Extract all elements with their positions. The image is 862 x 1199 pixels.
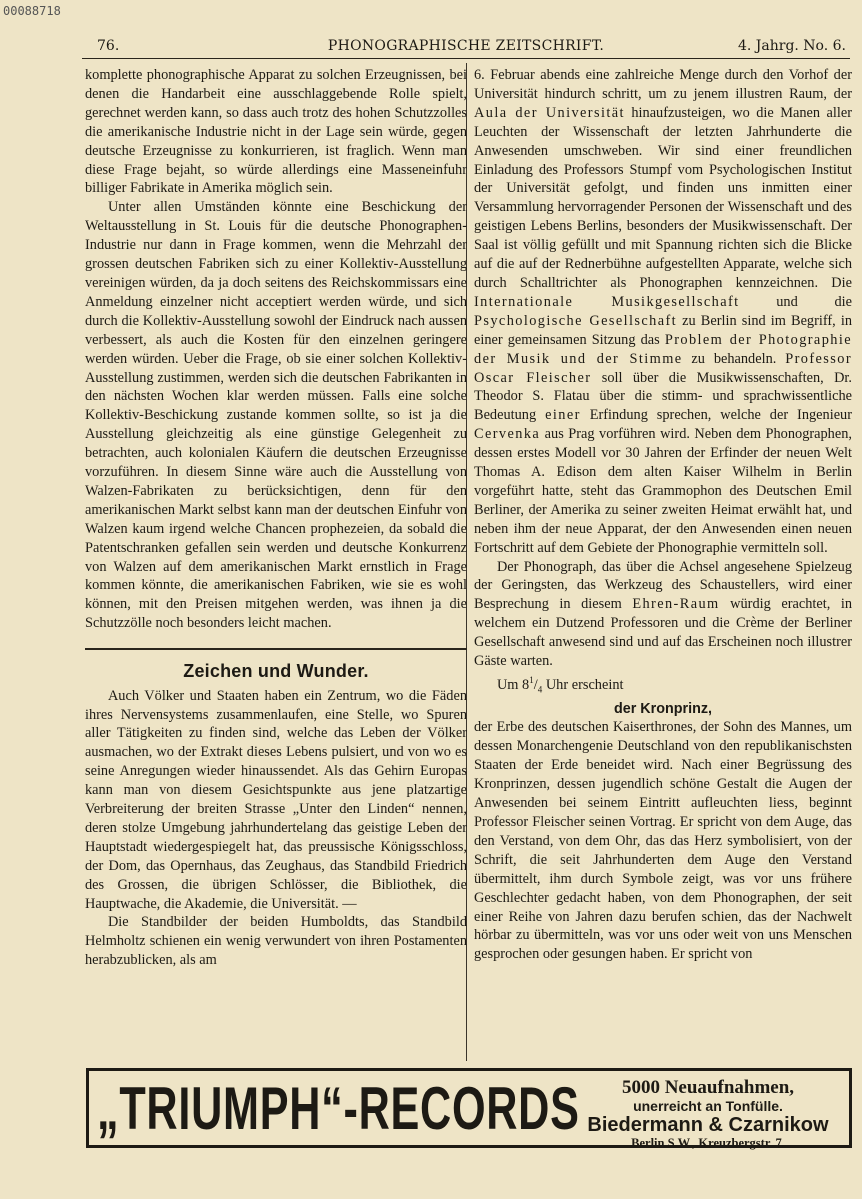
article-title: Zeichen und Wunder. [183,660,369,681]
paragraph [474,558,852,671]
advertisement-box [86,1068,852,1148]
paragraph: Die Standbilder der beiden Humboldts, das Standbild Helmholtz schienen ein wenig verwundert von ihren Postamenten herabzublicken, als am [85,914,467,969]
ad-company: Biedermann & Czarnikow [587,1114,829,1136]
paragraph: Unter allen Umständen könnte eine Beschickung der Weltausstellung in St. Louis für die deutsche Phonographen-Industrie nur dann in Frage kommen, wenn die Mehrzahl der grossen deutschen Fabriken sich zu einer Kollektiv-Ausstellung vereinigen würden, da ja doch seitens des Reichskommissars eine Anmeldung einzelner nicht acceptiert werden würde, und sich durch die Kollektiv-Ausstellung sowohl der Eindruck nach aussen verbessert, als auch die Kosten für den einzelnen geringere werden würden. Ueber die Frage, ob sie einer solchen Kollektiv-Ausstellung zustimmen, werden sich die deutschen Fabrikanten in den nächsten Wochen klar werden müssen. Falls eine solche Kollektiv-Beschickung zustande kommen sollte, so ist ja die Ausstellung gleichzeitig als eine günstige Gelegenheit zu betrachten, auch kolonialen Käufern die deutschen Erzeugnisse vorzuführen. In diesem Sinne wäre auch die Ausstellung von Walzen-Fabrikaten zu berücksichtigen, denn für den amerikanischen Markt selbst kann man der deutschen Einfuhr von Walzen kaum irgend welche Chancen prophezeien, da sobald die Patentschranken gefallen sein werden und deutsche Konkurrenz von Walzen auf dem amerikanischen Markt ernstlich in Frage kommen könnte, die amerikanischen Fabriken, wie sie es wohl können, mit den Preisen mitgehen werden, was ihnen ja die Schutzzölle noch besonders leicht machen. [85,199,467,632]
emphasis-society: Psychologische Gesellschaft [474,312,678,329]
ad-address: Berlin S.W., Kreuzbergstr. 7. [631,1136,785,1150]
text-run: soll über die Musikwissenschaften, Dr. Theodor S. Flatau über die stimm- und sprachwissentliche Bedeutung [474,369,852,424]
paragraph: komplette phonographische Apparat zu solchen Erzeugnissen, bei denen die Handarbeit eine ausschlaggebende Rolle spielt, gerechnet werden kann, so dass auch trotz des hohen Schutzzolles die amerikanische Industrie nicht in der Lage sein würde, gegen deutsche Erzeugnisse zu konkurrieren, ist fraglich. Wenn man diese Frage bejaht, so würde allerdings eine Masseneinfuhr billiger Fabrikate in Amerika möglich sein. [85,67,467,197]
text-run: hinaufzusteigen, wo die Manen aller Leuchten der Wissenschaft der letzten Jahrhunderte die Anwesenden umschweben. Wir sind einer freundlichen Einladung des Professors Stumpf vom Psychologischen Institut der Universität gefolgt, und finden uns inmitten einer Versammlung hervorragender Personen der Wissenschaft und des geistigen Lebens Berlins, besonders der Musikwissenschaft. Der Saal ist völlig gefüllt und mit Spannung richten sich die Blicke auf die auf der Rednerbühne aufgestellten Apparate, welche sich durch Schalltrichter als Phonographen kennzeichnen. Die [474,104,853,291]
text-run: würdig erachtet, in welchem ein Dutzend Professoren und die Crème der Berliner Gesellschaft anwesend sind und auf das Erscheinen noch illustrer Gäste warten. [474,596,853,670]
text-run: und die [776,293,852,310]
scan-id: 00088718 [3,4,61,18]
ad-brand-name: „TRIUMPH“-RECORDS [97,1075,580,1142]
ad-new-recordings: 5000 Neuaufnahmen, [621,1077,795,1098]
paragraph: Um $8^1/_4$ Uhr erscheint [496,675,624,695]
page-number: 76. [97,38,120,54]
paragraph: Auch Völker und Staaten haben ein Zentrum, wo die Fäden ihres Nervensystems zusammenlaufen, eine Stelle, wo Spuren aller Tätigkeiten zu finden sind, welche das Leben der Völker ausmachen, wo der Extrakt dieses Lebens pulsiert, und von wo es seine Anregungen wieder hinaussendet. Als das Gehirn Europas kann man von diesem Gesichtspunkte aus jene platzartige Verbreiterung der breiten Strasse „Unter den Linden“ nennen, deren stolze Umgebung jahrhundertelang das geistige Leben der Hauptstadt wiedergespiegelt hat, das preussische Königsschloss, der Dom, das Opernhaus, das Zeughaus, das Standbild Friedrich des Grossen, die übrigen Schlösser, die Bibliothek, die Hauptwache, die Akademie, die Universität. — [85,687,467,912]
text-run: Der Phonograph, das über die Achsel angesehene Spielzeug der Geringsten, das Werkzeug des Schaustellers, wird einer Besprechung in diesem [474,558,852,613]
emphasis-cervenka: Cervenka [474,426,541,443]
ad-tagline: unerreicht an Tonfülle. [633,1098,783,1114]
paragraph: der Erbe des deutschen Kaiserthrones, der Sohn des Mannes, um dessen Monarchengenie Deutschland von den republikanischsten Staaten der Erde beneidet wird. Nach einer Begrüssung des Kronprinzen, dessen jugendlich schöne Gestalt die Augen der Anwesenden bei seinem Eintritt aufleuchten liess, beginnt Professor Fleischer seinen Vortrag. Er spricht von dem Auge, das den Verstand, von dem Ohr, das das Herz symbolisiert, von der Schrift, die seit Jahrhunderten dem Auge den Verstand übermittelt, ihm durch Symbole zeigt, was vor uns frühere Geschlechter gedacht haben, von dem Phonographen, der seit einer Reihe von Jahren dazu berufen schien, das der Nachwelt hörbar zu übermitteln, was vor uns oder weit von uns Menschen gesprochen oder gesungen haben. Er spricht von [474,719,852,963]
left-column [85,66,467,970]
text-run: Um 8 [496,676,530,693]
page-header [82,36,850,59]
text-run: Erfindung sprechen, welche der Ingenieur [589,407,853,424]
emphasis-einer: einer [545,407,581,424]
text-run: zu Berlin sind im Begriff, in einer gemeinsamen Sitzung das [474,312,853,348]
section-rule [85,648,467,650]
issue-label: 4. Jahrg. No. 6. [737,38,846,54]
emphasis-fleischer: Professor Oscar Fleischer [474,350,853,386]
ad-info [577,1077,839,1151]
text-run: aus Prag vorführen wird. Neben dem Phonographen, dessen erstes Modell vor 30 Jahren der Erfinder der neuen Welt Thomas A. Edison dem alten Kaiser Wilhelm in Berlin vorgeführt hatte, steht das Grammophon des Deutschen Emil Berliner, der Amerika zu seiner zweiten Heimat erwählt hat, und neben ihm der neue Apparat, der den Anwesenden einen neuen Fortschritt auf dem Gebiete der Phonographie vermitteln soll. [474,426,852,556]
text-run: Uhr erscheint [542,676,624,693]
fraction-numerator: 1 [529,675,534,685]
right-column [474,66,852,964]
emphasis-problem: Problem der Photographie der Musik und der Stimme [474,331,852,367]
fraction-denominator: 4 [537,684,543,695]
emphasis-ehren-raum: Ehren-Raum [632,596,720,613]
emphasis-aula: Aula der Universität [474,104,625,121]
text-run: zu behandeln. [691,350,777,367]
paragraph [474,66,852,558]
emphasis-society: Internationale Musikgesellschaft [474,293,740,310]
kronprinz-heading: der Kronprinz, [613,700,713,717]
journal-title: PHONOGRAPHISCHE ZEITSCHRIFT. [327,38,605,54]
text-run: 6. Februar abends eine zahlreiche Menge durch den Vorhof der Universität hindurch schritt, um zu jenem illustren Raum, der [474,67,852,102]
